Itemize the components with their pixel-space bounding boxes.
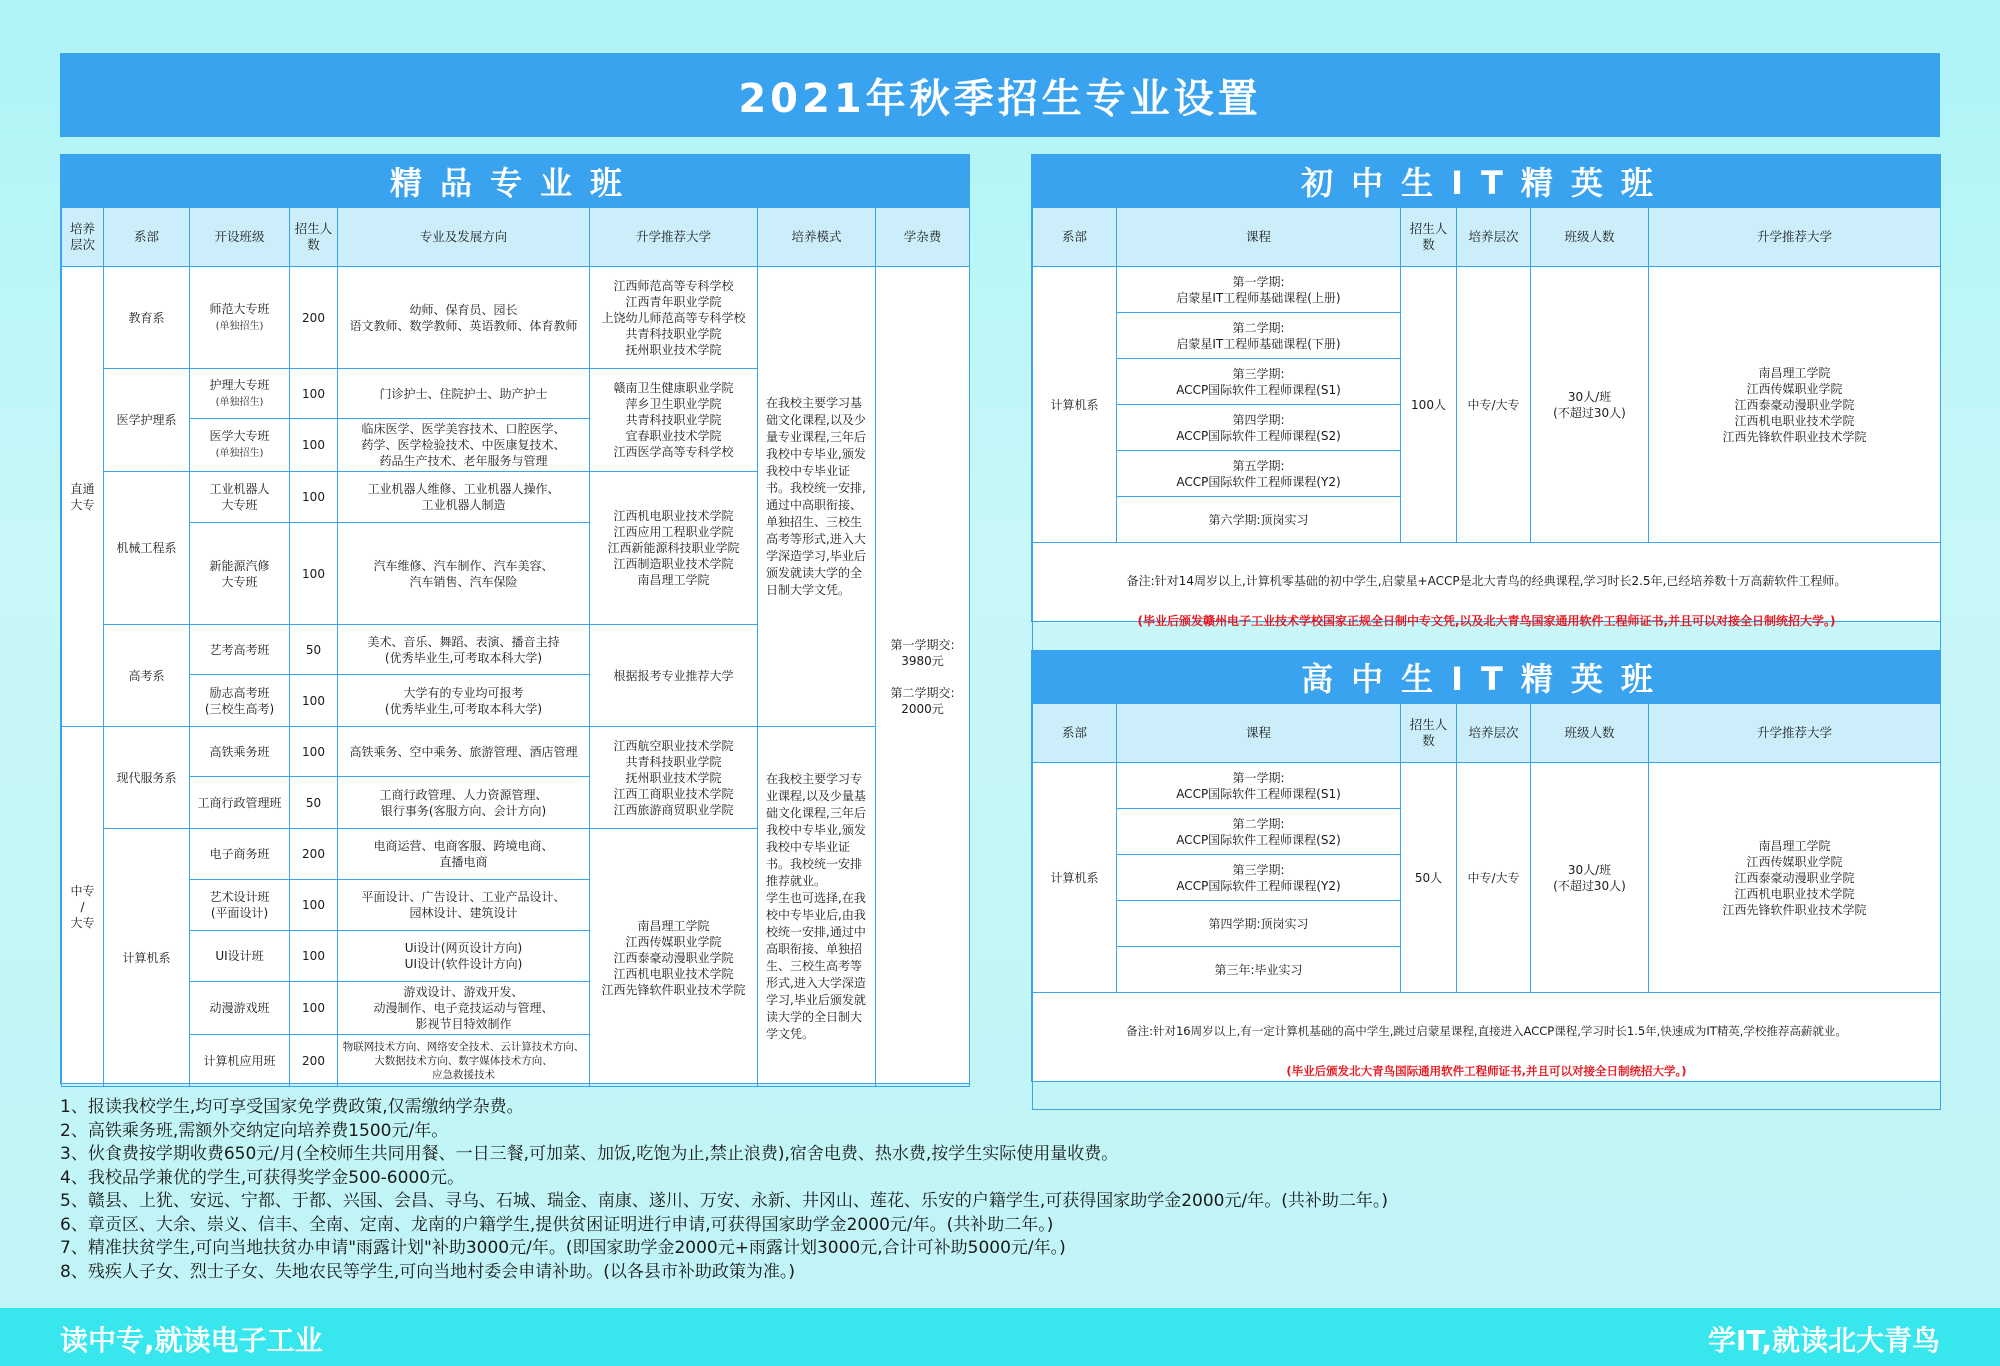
notes-list — [60, 1096, 1560, 1284]
count-cell: 100 — [290, 523, 338, 625]
count-cell: 100 — [290, 419, 338, 472]
course-cell: 第六学期:顶岗实习 — [1117, 497, 1401, 543]
class-size-cell: 30人/班 (不超过30人) — [1531, 763, 1649, 993]
mode-cell: 在我校主要学习基础文化课程,以及少量专业课程,三年后我校中专毕业,颁发我校中专毕业证书。我校统一安排,通过中高职衔接、单独招生、三校生高考等形式,进入大学深造学习,毕业后颁发就读大学的全日制大学文凭。 — [758, 267, 876, 727]
col-header: 专业及发展方向 — [338, 208, 590, 267]
footer-bar — [0, 1308, 2000, 1366]
course-cell: 第三学期: ACCP国际软件工程师课程(S1) — [1117, 359, 1401, 405]
junior-heading: 初中生IT精英班 — [1032, 155, 1940, 207]
class-cell: 护理大专班 (单独招生) — [190, 369, 290, 419]
junior-header-row — [1033, 208, 1941, 267]
direction-cell: 游戏设计、游戏开发、 动漫制作、电子竞技运动与管理、 影视节目特效制作 — [338, 982, 590, 1035]
col-header: 升学推荐大学 — [590, 208, 758, 267]
mode-cell: 在我校主要学习专业课程,以及少量基础文化课程,三年后我校中专毕业,颁发我校中专毕业证书。我校统一安排推荐就业。 学生也可选择,在我校中专毕业后,由我校统一安排,通过中高职衔接、单独招生、三校生高考等形式,进入大学深造学习,毕业后颁发就读大学的全日制大学文凭。 — [758, 727, 876, 1087]
class-cell: 艺术设计班 (平面设计) — [190, 880, 290, 931]
course-cell: 第四学期: ACCP国际软件工程师课程(S2) — [1117, 405, 1401, 451]
direction-cell: 平面设计、广告设计、工业产品设计、 园林设计、建筑设计 — [338, 880, 590, 931]
note-text: 备注:针对14周岁以上,计算机零基础的初中学生,启蒙星+ACCP是北大青鸟的经典课程,学习时长2.5年,已经培养数十万高薪软件工程师。 — [1126, 574, 1847, 588]
dept-cell: 医学护理系 — [104, 369, 190, 472]
note-cell — [1033, 543, 1941, 660]
dept-cell: 现代服务系 — [104, 727, 190, 829]
col-header: 招生人数 — [1401, 208, 1457, 267]
class-size-cell: 30人/班 (不超过30人) — [1531, 267, 1649, 543]
direction-cell: 临床医学、医学美容技术、口腔医学、 药学、医学检验技术、中医康复技术、 药品生产技术、老年服务与管理 — [338, 419, 590, 472]
col-header: 课程 — [1117, 208, 1401, 267]
university-cell: 江西机电职业技术学院 江西应用工程职业学院 江西新能源科技职业学院 江西制造职业技术学院 南昌理工学院 — [590, 472, 758, 625]
direction-cell: 电商运营、电商客服、跨境电商、 直播电商 — [338, 829, 590, 880]
count-cell: 50人 — [1401, 763, 1457, 993]
col-header: 培养模式 — [758, 208, 876, 267]
class-cell: 师范大专班 (单独招生) — [190, 267, 290, 369]
course-cell: 第一学期: ACCP国际软件工程师课程(S1) — [1117, 763, 1401, 809]
class-cell: 医学大专班 (单独招生) — [190, 419, 290, 472]
col-header: 招生人数 — [290, 208, 338, 267]
footer-right-slogan: 学IT,就读北大青鸟 — [1707, 1324, 1940, 1357]
direction-cell: Ui设计(网页设计方向) UI设计(软件设计方向) — [338, 931, 590, 982]
direction-cell: 幼师、保育员、园长 语文教师、数学教师、英语教师、体育教师 — [338, 267, 590, 369]
col-header: 升学推荐大学 — [1649, 704, 1941, 763]
premium-header-row — [62, 208, 970, 267]
university-cell: 南昌理工学院 江西传媒职业学院 江西泰豪动漫职业学院 江西机电职业技术学院 江西先锋软件职业技术学院 — [590, 829, 758, 1087]
university-cell: 南昌理工学院 江西传媒职业学院 江西泰豪动漫职业学院 江西机电职业技术学院 江西先锋软件职业技术学院 — [1649, 763, 1941, 993]
university-cell: 江西航空职业技术学院 共青科技职业学院 抚州职业技术学院 江西工商职业技术学院 江西旅游商贸职业学院 — [590, 727, 758, 829]
class-cell: 新能源汽修 大专班 — [190, 523, 290, 625]
university-cell: 根据报考专业推荐大学 — [590, 625, 758, 727]
university-cell: 赣南卫生健康职业学院 萍乡卫生职业学院 共青科技职业学院 宜春职业技术学院 江西医学高等专科学校 — [590, 369, 758, 472]
col-header: 培养层次 — [62, 208, 104, 267]
dept-cell: 计算机系 — [104, 829, 190, 1087]
junior-panel — [1031, 154, 1941, 628]
level-cell: 中专 / 大专 — [62, 727, 104, 1087]
note-row — [1033, 993, 1941, 1110]
dept-cell: 机械工程系 — [104, 472, 190, 625]
course-cell: 第四学期:顶岗实习 — [1117, 901, 1401, 947]
course-cell: 第五学期: ACCP国际软件工程师课程(Y2) — [1117, 451, 1401, 497]
class-cell: 励志高考班 (三校生高考) — [190, 675, 290, 727]
level-cell: 中专/大专 — [1457, 763, 1531, 993]
class-cell: 电子商务班 — [190, 829, 290, 880]
note-row — [1033, 543, 1941, 660]
note-red-text: (毕业后颁发赣州电子工业技术学校国家正规全日制中专文凭,以及北大青鸟国家通用软件工程师证书,并且可以对接全日制统招大学。) — [1137, 614, 1836, 628]
direction-cell: 大学有的专业均可报考 (优秀毕业生,可考取本科大学) — [338, 675, 590, 727]
col-header: 升学推荐大学 — [1649, 208, 1941, 267]
table-row — [62, 727, 970, 777]
list-item: 2、高铁乘务班,需额外交纳定向培养费1500元/年。 — [60, 1120, 449, 1141]
list-item: 8、残疾人子女、烈士子女、失地农民等学生,可向当地村委会申请补助。(以各县市补助政策为准。) — [60, 1261, 795, 1282]
senior-panel — [1031, 650, 1941, 1082]
count-cell: 100 — [290, 472, 338, 523]
table-row — [1033, 267, 1941, 313]
direction-cell: 美术、音乐、舞蹈、表演、播音主持 (优秀毕业生,可考取本科大学) — [338, 625, 590, 675]
table-row — [1033, 763, 1941, 809]
count-cell: 100 — [290, 931, 338, 982]
dept-cell: 计算机系 — [1033, 267, 1117, 543]
direction-cell: 工业机器人维修、工业机器人操作、 工业机器人制造 — [338, 472, 590, 523]
col-header: 学杂费 — [876, 208, 970, 267]
junior-table — [1032, 207, 1941, 660]
list-item: 1、报读我校学生,均可享受国家免学费政策,仅需缴纳学杂费。 — [60, 1097, 524, 1117]
count-cell: 100 — [290, 369, 338, 419]
direction-cell: 门诊护士、住院护士、助产护士 — [338, 369, 590, 419]
list-item: 5、赣县、上犹、安远、宁都、于都、兴国、会昌、寻乌、石城、瑞金、南康、遂川、万安、永新、井冈山、莲花、乐安的户籍学生,可获得国家助学金2000元/年。(共补助二年。) — [60, 1191, 1388, 1211]
col-header: 系部 — [1033, 208, 1117, 267]
class-cell: 工商行政管理班 — [190, 777, 290, 829]
list-item: 4、我校品学兼优的学生,可获得奖学金500-6000元。 — [60, 1167, 465, 1188]
col-header: 班级人数 — [1531, 704, 1649, 763]
count-cell: 100 — [290, 727, 338, 777]
count-cell: 50 — [290, 625, 338, 675]
col-header: 班级人数 — [1531, 208, 1649, 267]
university-cell: 南昌理工学院 江西传媒职业学院 江西泰豪动漫职业学院 江西机电职业技术学院 江西先锋软件职业技术学院 — [1649, 267, 1941, 543]
col-header: 课程 — [1117, 704, 1401, 763]
dept-cell: 高考系 — [104, 625, 190, 727]
dept-cell: 计算机系 — [1033, 763, 1117, 993]
senior-heading: 高中生IT精英班 — [1032, 651, 1940, 703]
list-item: 7、精准扶贫学生,可向当地扶贫办申请"雨露计划"补助3000元/年。(即国家助学金2000元+雨露计划3000元,合计可补助5000元/年。) — [60, 1238, 1066, 1258]
direction-cell: 高铁乘务、空中乘务、旅游管理、酒店管理 — [338, 727, 590, 777]
page-title: 2021年秋季招生专业设置 — [60, 53, 1940, 137]
col-header: 培养层次 — [1457, 704, 1531, 763]
count-cell: 100 — [290, 880, 338, 931]
course-cell: 第二学期: ACCP国际软件工程师课程(S2) — [1117, 809, 1401, 855]
direction-cell: 汽车维修、汽车制作、汽车美容、 汽车销售、汽车保险 — [338, 523, 590, 625]
premium-panel — [60, 154, 970, 1084]
count-cell: 100 — [290, 982, 338, 1035]
col-header: 系部 — [1033, 704, 1117, 763]
count-cell: 100人 — [1401, 267, 1457, 543]
level-cell: 中专/大专 — [1457, 267, 1531, 543]
col-header: 开设班级 — [190, 208, 290, 267]
premium-heading: 精品专业班 — [61, 155, 969, 207]
premium-table — [61, 207, 970, 1087]
list-item: 3、伙食费按学期收费650元/月(全校师生共同用餐、一日三餐,可加菜、加饭,吃饱为止,禁止浪费),宿舍电费、热水费,按学生实际使用量收费。 — [60, 1144, 1119, 1164]
col-header: 招生人数 — [1401, 704, 1457, 763]
dept-cell: 教育系 — [104, 267, 190, 369]
university-cell: 江西师范高等专科学校 江西青年职业学院 上饶幼儿师范高等专科学校 共青科技职业学院 抚州职业技术学院 — [590, 267, 758, 369]
table-row — [62, 267, 970, 369]
class-cell: 艺考高考班 — [190, 625, 290, 675]
footer-left-slogan: 读中专,就读电子工业 — [60, 1324, 323, 1357]
count-cell: 50 — [290, 777, 338, 829]
senior-table — [1032, 703, 1941, 1110]
count-cell: 200 — [290, 1035, 338, 1087]
senior-header-row — [1033, 704, 1941, 763]
list-item: 6、章贡区、大余、崇义、信丰、全南、定南、龙南的户籍学生,提供贫困证明进行申请,可获得国家助学金2000元/年。(共补助二年。) — [60, 1214, 1054, 1235]
fee-cell: 第一学期交: 3980元 第二学期交: 2000元 — [876, 267, 970, 1087]
course-cell: 第一学期: 启蒙星IT工程师基础课程(上册) — [1117, 267, 1401, 313]
level-cell: 直通 大专 — [62, 267, 104, 727]
class-cell: 工业机器人 大专班 — [190, 472, 290, 523]
course-cell: 第三学期: ACCP国际软件工程师课程(Y2) — [1117, 855, 1401, 901]
note-red-text: (毕业后颁发北大青鸟国际通用软件工程师证书,并且可以对接全日制统招大学。) — [1286, 1064, 1687, 1078]
count-cell: 100 — [290, 675, 338, 727]
direction-cell: 工商行政管理、人力资源管理、 银行事务(客服方向、会计方向) — [338, 777, 590, 829]
class-cell: 计算机应用班 — [190, 1035, 290, 1087]
class-cell: 高铁乘务班 — [190, 727, 290, 777]
note-cell — [1033, 993, 1941, 1110]
class-cell: 动漫游戏班 — [190, 982, 290, 1035]
count-cell: 200 — [290, 267, 338, 369]
count-cell: 200 — [290, 829, 338, 880]
course-cell: 第三年:毕业实习 — [1117, 947, 1401, 993]
note-text: 备注:针对16周岁以上,有一定计算机基础的高中学生,跳过启蒙星课程,直接进入ACCP课程,学习时长1.5年,快速成为IT精英,学校推荐高薪就业。 — [1126, 1024, 1847, 1038]
course-cell: 第二学期: 启蒙星IT工程师基础课程(下册) — [1117, 313, 1401, 359]
col-header: 系部 — [104, 208, 190, 267]
direction-cell: 物联网技术方向、网络安全技术、云计算技术方向、 大数据技术方向、数字媒体技术方向、 应急救援技术 — [338, 1035, 590, 1087]
col-header: 培养层次 — [1457, 208, 1531, 267]
class-cell: UI设计班 — [190, 931, 290, 982]
